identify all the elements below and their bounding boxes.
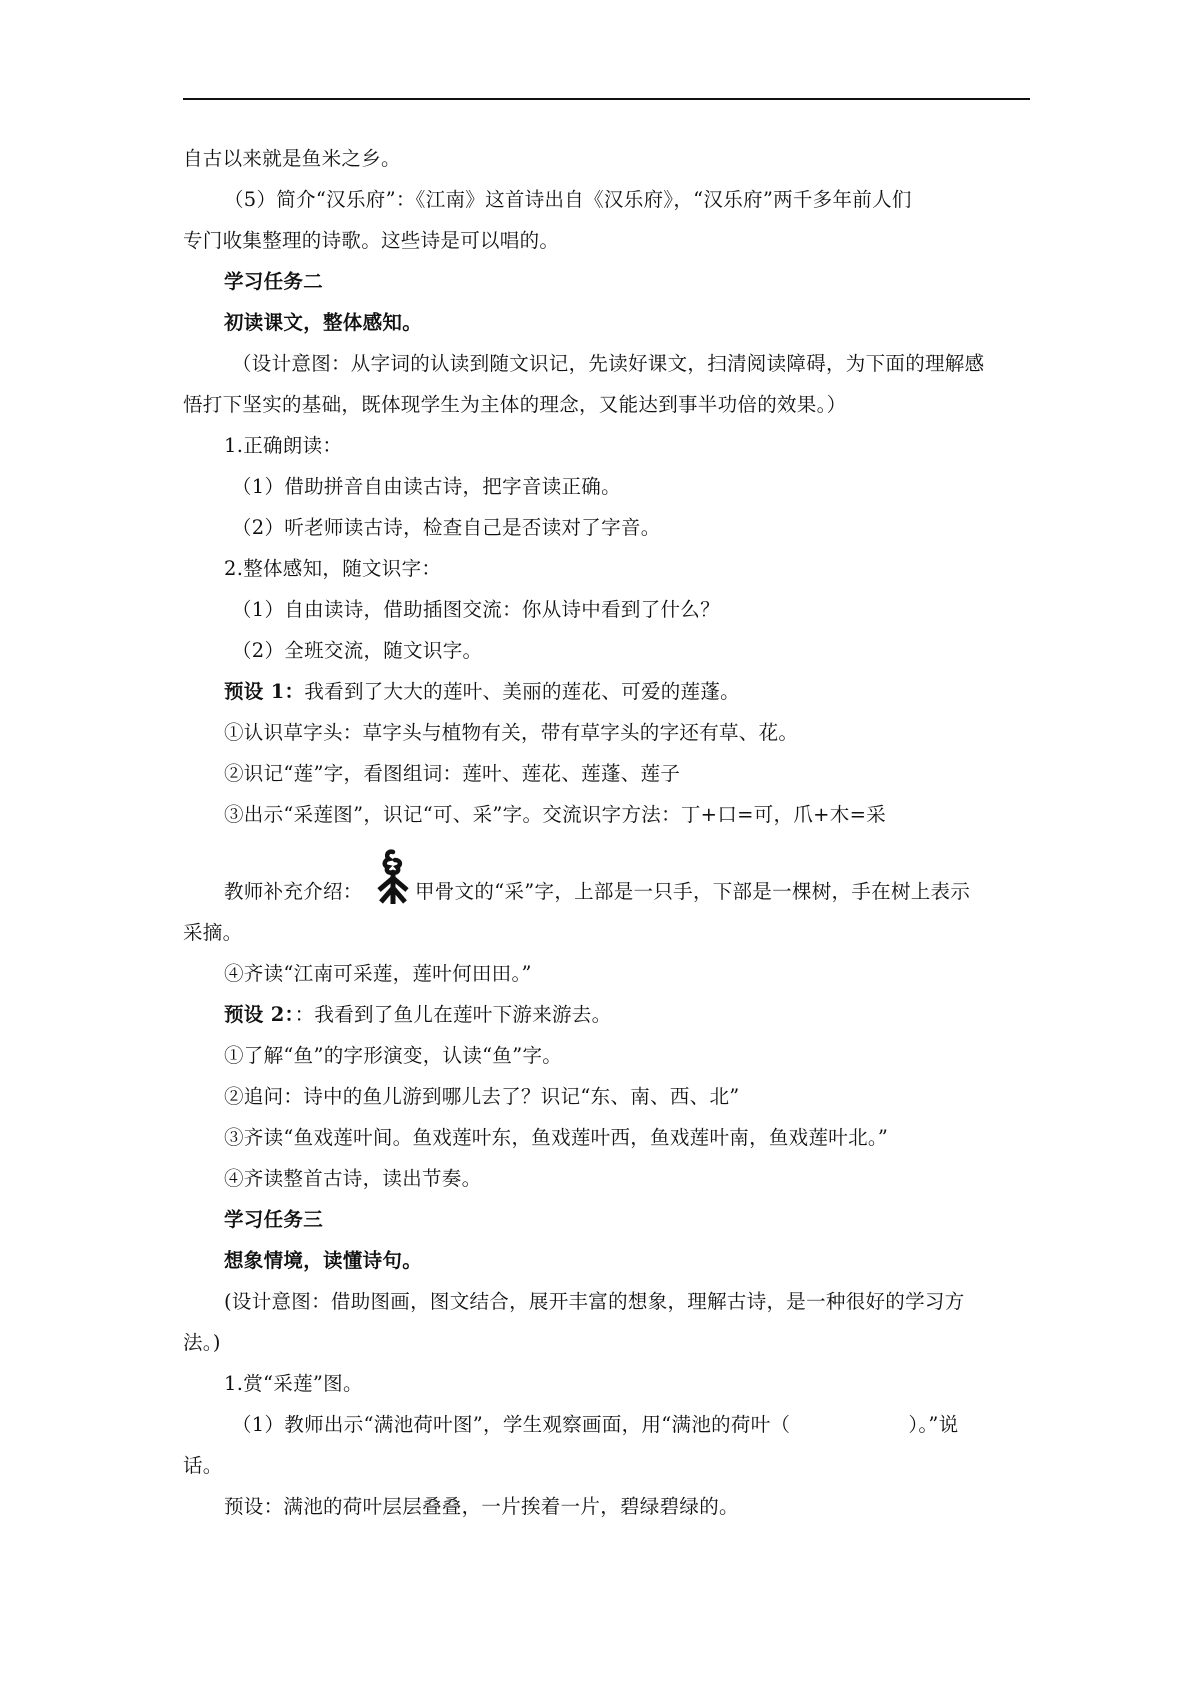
fill-blank-text-end: ）。”说 bbox=[908, 1413, 959, 1436]
subsection-heading: 初读课文，整体感知。 bbox=[224, 311, 423, 334]
preset-line bbox=[224, 1003, 1084, 1027]
oracle-bone-cai-icon bbox=[373, 848, 413, 906]
text-line: ①了解“鱼”的字形演变，认读“鱼”字。 bbox=[224, 1044, 563, 1067]
text-line: 专门收集整理的诗歌。这些诗是可以唱的。 bbox=[183, 229, 560, 252]
section-heading: 学习任务三 bbox=[224, 1208, 324, 1231]
header-rule bbox=[183, 98, 1030, 100]
text-line: ④齐读整首古诗，读出节奏。 bbox=[224, 1167, 482, 1190]
text-line: (设计意图：借助图画，图文结合，展开丰富的想象，理解古诗，是一种很好的学习方 bbox=[224, 1290, 965, 1313]
intro-label: 教师补充介绍： bbox=[224, 880, 363, 903]
text-line: （2）听老师读古诗，检查自己是否读对了字音。 bbox=[232, 516, 661, 539]
text-line: 悟打下坚实的基础，既体现学生为主体的理念，又能达到事半功倍的效果。） bbox=[183, 393, 847, 416]
fill-blank-text: （1）教师出示“满池荷叶图”，学生观察画面，用“满池的荷叶（ bbox=[232, 1413, 791, 1436]
text-line: 话。 bbox=[183, 1454, 223, 1477]
text-line: 采摘。 bbox=[183, 921, 243, 944]
text-line: （5）简介“汉乐府”：《江南》这首诗出自《汉乐府》，“汉乐府”两千多年前人们 bbox=[224, 188, 912, 211]
fill-blank-line bbox=[232, 1413, 1092, 1437]
text-line: ①认识草字头：草字头与植物有关，带有草字头的字还有草、花。 bbox=[224, 721, 799, 744]
text-line: 预设：满池的荷叶层层叠叠，一片挨着一片，碧绿碧绿的。 bbox=[224, 1495, 739, 1518]
text-line: 2.整体感知，随文识字： bbox=[224, 557, 442, 580]
text-line: 法。) bbox=[183, 1331, 221, 1354]
text-line: （2）全班交流，随文识字。 bbox=[232, 639, 483, 662]
text-line: 自古以来就是鱼米之乡。 bbox=[183, 147, 401, 170]
text-line: （设计意图：从字词的认读到随文识记，先读好课文，扫清阅读障碍，为下面的理解感 bbox=[232, 352, 985, 375]
subsection-heading: 想象情境，读懂诗句。 bbox=[224, 1249, 423, 1272]
text-line: ②识记“莲”字，看图组词：莲叶、莲花、莲蓬、莲子 bbox=[224, 762, 681, 785]
text-line: 1.赏“采莲”图。 bbox=[224, 1372, 363, 1395]
preset-label: 预设 1： bbox=[224, 680, 305, 703]
preset-text: 我看到了大大的莲叶、美丽的莲花、可爱的莲蓬。 bbox=[304, 680, 740, 703]
text-line: ②追问：诗中的鱼儿游到哪儿去了？识记“东、南、西、北” bbox=[224, 1085, 740, 1108]
text-line: 甲骨文的“采”字，上部是一只手，下部是一棵树，手在树上表示 bbox=[415, 880, 971, 903]
text-line: （1）借助拼音自由读古诗，把字音读正确。 bbox=[232, 475, 621, 498]
preset-label: 预设 2： bbox=[224, 1003, 295, 1026]
section-heading: 学习任务二 bbox=[224, 270, 324, 293]
preset-line bbox=[224, 680, 1084, 704]
text-line: 1.正确朗读： bbox=[224, 434, 343, 457]
text-line: ③齐读“鱼戏莲叶间。鱼戏莲叶东，鱼戏莲叶西，鱼戏莲叶南，鱼戏莲叶北。” bbox=[224, 1126, 889, 1149]
text-line: ③出示“采莲图”，识记“可、采”字。交流识字方法：丁+口=可，爪+木=采 bbox=[224, 803, 887, 826]
text-line: ④齐读“江南可采莲，莲叶何田田。” bbox=[224, 962, 532, 985]
preset-text: ：我看到了鱼儿在莲叶下游来游去。 bbox=[294, 1003, 612, 1026]
text-line: （1）自由读诗，借助插图交流：你从诗中看到了什么？ bbox=[232, 598, 720, 621]
